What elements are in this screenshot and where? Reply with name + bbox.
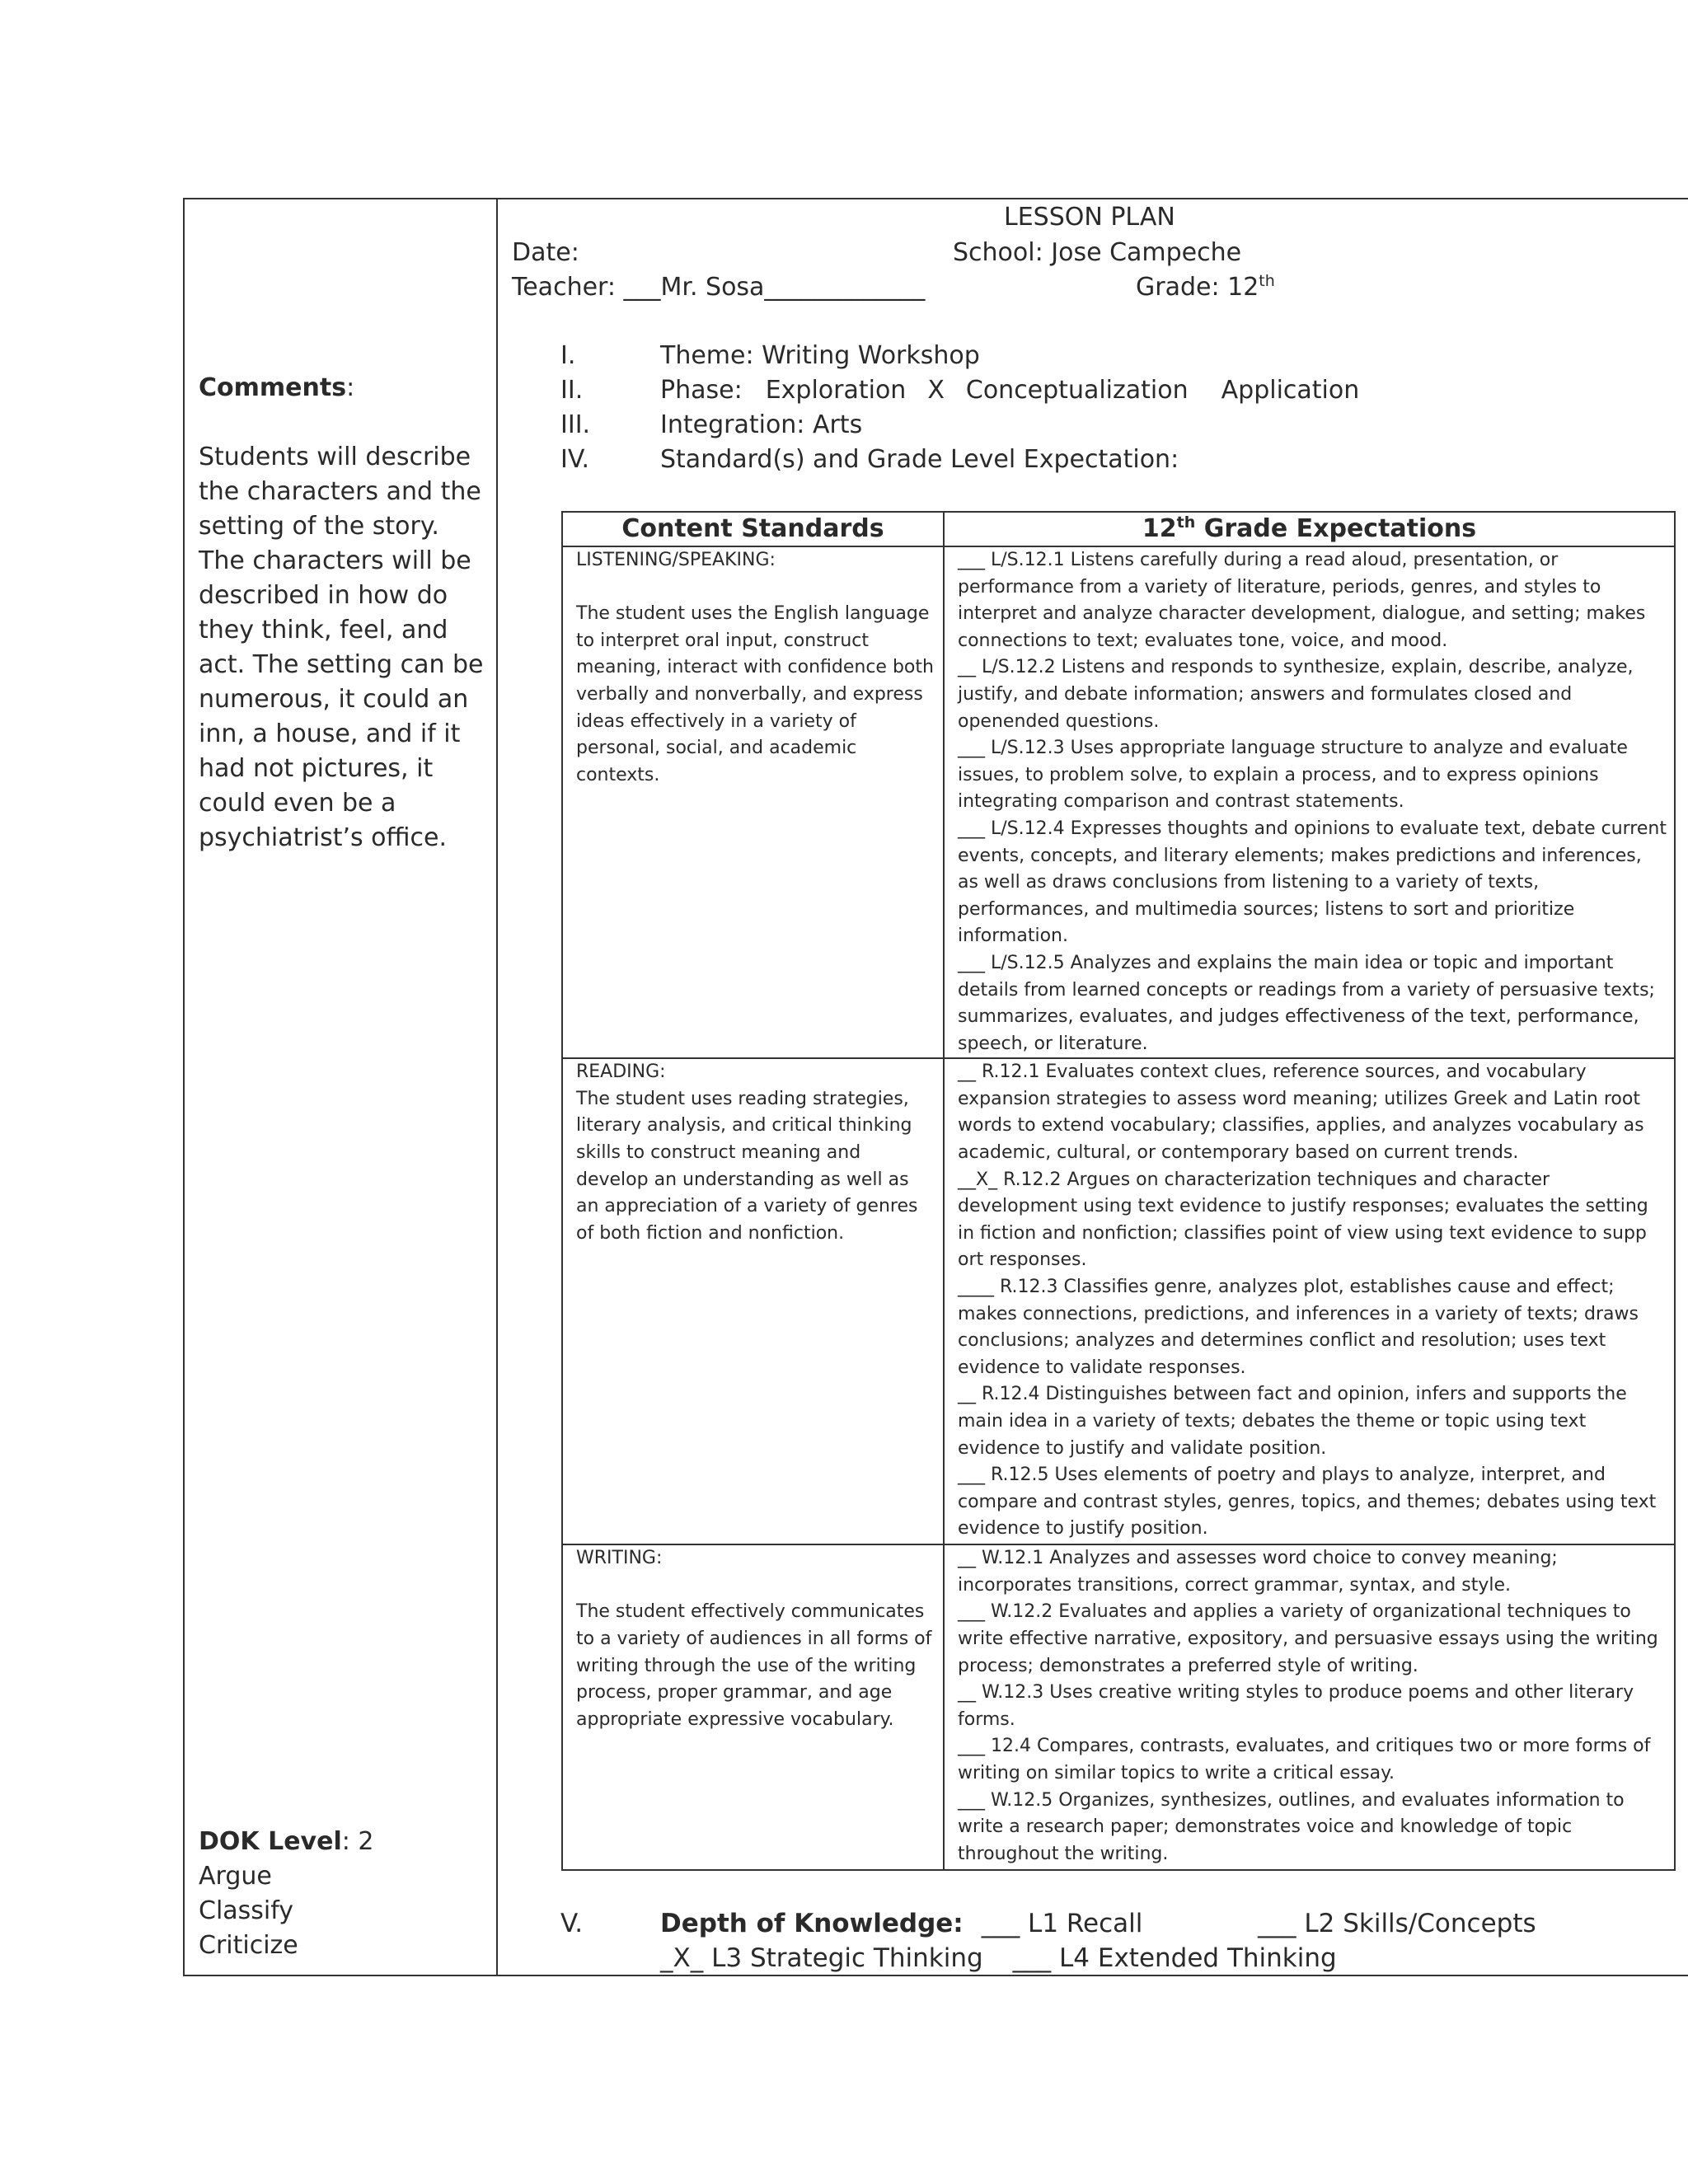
dok-verb: Criticize <box>199 1931 298 1960</box>
expectation-item: ___ L/S.12.1 Listens carefully during a read aloud, presentation, or performance from a variety of literature, periods, genres, and styles to interpret and analyze character development, dialogue, and setting; makes connections to text; evaluates tone, voice, and mood. <box>958 550 1646 651</box>
phase-conceptualization: Conceptualization <box>965 376 1189 405</box>
expectation-item: __ W.12.1 Analyzes and assesses word choice to convey meaning; incorporates transitions, correct grammar, syntax, and style. <box>958 1548 1558 1596</box>
dok-verb: Classify <box>199 1896 294 1925</box>
expectations-cell <box>944 1058 1675 1544</box>
expectation-item: ___ R.12.5 Uses elements of poetry and plays to analyze, interpret, and compare and contrast styles, genres, topics, and themes; debates using text evidence to justify position. <box>958 1465 1657 1540</box>
standard-cell <box>562 546 944 1058</box>
comments-colon: : <box>346 373 355 402</box>
grade-expectations-header <box>944 512 1675 546</box>
comment-line: inn, a house, and if it <box>199 719 461 748</box>
dok-level <box>199 1825 373 1859</box>
depth-l1: ___ L1 Recall <box>981 1909 1143 1938</box>
depth-num: V. <box>560 1909 584 1938</box>
comment-line: psychiatrist’s office. <box>199 823 448 852</box>
expectation-item: ___ 12.4 Compares, contrasts, evaluates, and critiques two or more forms of writing on similar topics to write a critical essay. <box>958 1736 1651 1784</box>
integration-text: Integration: Arts <box>660 410 863 439</box>
expectation-item: __ L/S.12.2 Listens and responds to synthesize, explain, describe, analyze, justify, and debate information; answers and formulates closed and openended questions. <box>958 657 1634 732</box>
outline-num-1: I. <box>560 341 576 370</box>
grade-field <box>1136 271 1275 304</box>
comment-line: Students will describe <box>199 443 471 471</box>
area-title: LISTENING/SPEAKING: <box>576 550 776 570</box>
depth-l2: ___ L2 Skills/Concepts <box>1258 1909 1536 1938</box>
phase-application: Application <box>1221 376 1360 405</box>
dok-level-block <box>199 1825 373 1963</box>
table-row <box>562 546 1675 1058</box>
expectation-item: __ R.12.1 Evaluates context clues, reference sources, and vocabulary expansion strategies to assess word meaning; utilizes Greek and Latin root words to extend vocabulary; classifies, applies, and analyzes vocabulary as academic, cultural, or contemporary based on current trends. <box>958 1062 1644 1164</box>
comment-line: The characters will be <box>199 546 471 575</box>
comments-label: Comments <box>199 373 347 402</box>
outline-num-4: IV. <box>560 445 590 474</box>
expectation-item: ___ L/S.12.3 Uses appropriate language structure to analyze and evaluate issues, to problem solve, to explain a process, and to express opinions integrating comparison and contrast statements. <box>958 738 1628 813</box>
dok-level-value: : 2 <box>341 1827 374 1856</box>
date-field: Date: <box>512 238 579 267</box>
left-column <box>199 198 487 1975</box>
expectation-item: __ W.12.3 Uses creative writing styles to produce poems and other literary forms. <box>958 1682 1634 1730</box>
area-title: WRITING: <box>576 1548 663 1569</box>
phase-label: Phase: <box>660 376 743 405</box>
grade-expectations-sup: th <box>1176 513 1196 532</box>
comment-line: could even be a <box>199 789 396 818</box>
area-description: The student uses reading strategies, literary analysis, and critical thinking skills to construct meaning and develop an understanding as well as an appreciation of a variety of genres of both fiction and nonfiction. <box>576 1088 918 1244</box>
expectation-item: ___ W.12.5 Organizes, synthesizes, outlines, and evaluates information to write a research paper; demonstrates voice and knowledge of topic throughout the writing. <box>958 1789 1625 1864</box>
content-standards-header: Content Standards <box>562 512 944 546</box>
area-description: The student effectively communicates to a variety of audiences in all forms of writing through the use of the writing process, proper grammar, and age appropriate expressive vocabulary. <box>576 1601 932 1730</box>
comment-line: had not pictures, it <box>199 754 434 783</box>
outline-num-2: II. <box>560 376 584 405</box>
depth-l4: ___ L4 Extended Thinking <box>1012 1943 1337 1973</box>
standard-cell <box>562 1544 944 1870</box>
expectation-item: ___ L/S.12.5 Analyzes and explains the main idea or topic and important details from learned concepts or readings from a variety of persuasive texts; summarizes, evaluates, and judges effectiveness of the text, performance, speech, or literature. <box>958 952 1655 1054</box>
depth-line-1 <box>660 1906 1142 1941</box>
table-row <box>562 1544 1675 1870</box>
table-header-row <box>562 512 1675 546</box>
theme-text: Theme: Writing Workshop <box>660 341 980 370</box>
school-field: School: Jose Campeche <box>953 238 1242 267</box>
area-title: READING: <box>576 1062 666 1083</box>
grade-expectations-number: 12 <box>1142 514 1177 543</box>
depth-label: Depth of Knowledge: <box>660 1909 964 1938</box>
standard-cell <box>562 1058 944 1544</box>
comments-heading <box>199 371 354 405</box>
comment-line: act. The setting can be <box>199 650 484 679</box>
expectation-item: ___ W.12.2 Evaluates and applies a variety of organizational techniques to write effective narrative, expository, and persuasive essays using the writing process; demonstrates a preferred style of writing. <box>958 1601 1658 1676</box>
area-description: The student uses the English language to interpret oral input, construct meaning, interact with confidence both verbally and nonverbally, and express ideas effectively in a variety of personal, social, and academic contexts. <box>576 603 934 785</box>
expectation-item: ____ R.12.3 Classifies genre, analyzes plot, establishes cause and effect; makes connections, predictions, and inferences in a variety of texts; draws conclusions; analyzes and determines conflict and resolution; uses text evidence to validate responses. <box>958 1277 1639 1378</box>
expectation-item: __ R.12.4 Distinguishes between fact and opinion, infers and supports the main idea in a variety of texts; debates the theme or topic using text evidence to justify and validate position. <box>958 1384 1627 1459</box>
dok-verb: Argue <box>199 1862 272 1891</box>
comment-line: described in how do <box>199 581 448 610</box>
comment-line: the characters and the <box>199 477 481 506</box>
table-row <box>562 1058 1675 1544</box>
phase-mark: X <box>927 376 945 405</box>
comment-line: they think, feel, and <box>199 616 448 644</box>
dok-level-label: DOK Level <box>199 1827 342 1856</box>
outline-num-3: III. <box>560 410 591 439</box>
expectation-item: __X_ R.12.2 Argues on characterization techniques and character development using text evidence to justify responses; evaluates the setting in fiction and nonfiction; classifies point of view using text evidence to supp ort responses. <box>958 1169 1648 1271</box>
comments-body <box>199 440 487 855</box>
comment-line: numerous, it could an <box>199 685 469 714</box>
comment-line: setting of the story. <box>199 512 439 541</box>
grade-expectations-label: Grade Expectations <box>1195 514 1477 543</box>
depth-l3: _X_ L3 Strategic Thinking <box>660 1943 983 1973</box>
phase-exploration: Exploration <box>765 376 907 405</box>
page-title: LESSON PLAN <box>1004 203 1175 232</box>
grade-text: Grade: 12 <box>1136 273 1259 302</box>
grade-suffix: th <box>1259 272 1275 290</box>
phase-line <box>660 374 1359 407</box>
depth-line-2 <box>660 1941 1337 1975</box>
column-divider <box>496 198 498 1976</box>
expectations-cell <box>944 1544 1675 1870</box>
standards-text: Standard(s) and Grade Level Expectation: <box>660 445 1179 474</box>
standards-table <box>561 511 1676 1871</box>
teacher-field: Teacher: ___Mr. Sosa_____________ <box>512 273 926 302</box>
expectation-item: ___ L/S.12.4 Expresses thoughts and opinions to evaluate text, debate current events, concepts, and literary elements; makes predictions and inferences, as well as draws conclusions from listening to a variety of texts, performances, and multimedia sources; listens to sort and prioritize information. <box>958 818 1667 947</box>
expectations-cell <box>944 546 1675 1058</box>
